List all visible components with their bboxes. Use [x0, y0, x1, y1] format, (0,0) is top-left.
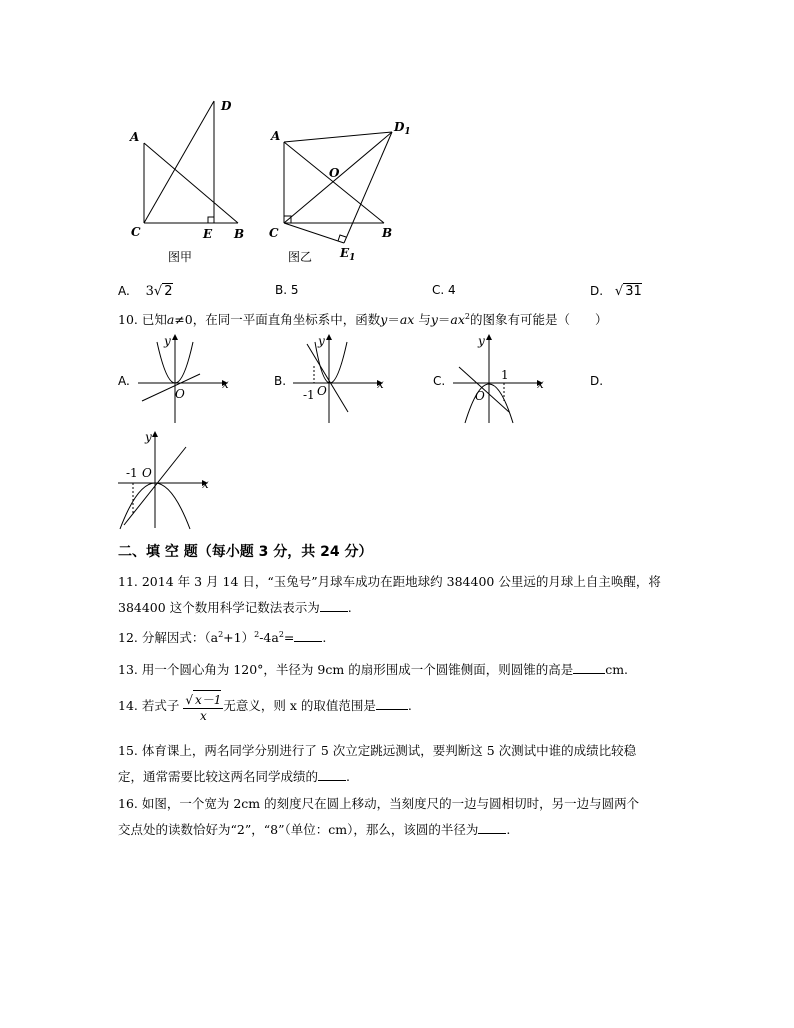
q16-line2: 交点处的读数恰好为“2”，“8”（单位：cm），那么，该圆的半径为 . — [118, 822, 511, 837]
q10d-x: x — [202, 477, 209, 491]
q10b-neg1: -1 — [303, 388, 315, 402]
q10-stem: 10. 已知a≠0，在同一平面直角坐标系中，函数y＝ax 与$y=ax^2$的图象有可能是（ ） — [118, 311, 608, 327]
section-title: 二、填 空 题（每小题 3 分，共 24 分） — [118, 544, 373, 560]
q10-option-a-label: A. — [118, 374, 130, 388]
label-D-jia: D — [221, 99, 232, 113]
q13-blank[interactable] — [573, 662, 605, 674]
q16-blank[interactable] — [478, 822, 506, 834]
q10a-y: y — [164, 334, 171, 348]
q10c-origin: O — [475, 389, 485, 403]
q10-graph-d — [110, 425, 220, 535]
q10b-y: y — [318, 334, 325, 348]
q10c-y: y — [478, 334, 485, 348]
q9-option-b: B. 5 — [275, 283, 299, 297]
q12-blank[interactable] — [294, 630, 322, 642]
caption-yi: 图乙 — [288, 250, 313, 264]
label-A-yi: A — [271, 129, 281, 143]
q11-line2: 384400 这个数用科学记数法表示为 . — [118, 600, 352, 615]
q12-line: 12. 分解因式：$(a^2+1)^2-4a^2=$ . — [118, 629, 327, 645]
q15-line2: 定，通常需要比较这两名同学成绩的 . — [118, 769, 350, 784]
q10d-y: y — [145, 430, 152, 444]
q10-graph-a — [130, 330, 240, 425]
label-O-yi: O — [329, 166, 340, 180]
q10b-origin: O — [317, 384, 327, 398]
q10b-x: x — [377, 377, 384, 391]
label-C-jia: C — [131, 225, 141, 239]
q10d-origin: O — [142, 466, 152, 480]
q14-blank[interactable] — [376, 698, 408, 710]
label-E-jia: E — [203, 227, 213, 241]
q15-blank[interactable] — [318, 769, 346, 781]
q10a-origin: O — [175, 387, 185, 401]
q14-line: 14. 若式子 $\frac{√ x-1}{x}$ 无意义，则 x 的取值范围是 . — [118, 690, 412, 723]
q9-option-c: C. 4 — [432, 283, 456, 297]
label-B-jia: B — [234, 227, 245, 241]
caption-jia: 图甲 — [168, 250, 193, 264]
q10-graph-b — [285, 330, 395, 425]
label-A-jia: A — [130, 130, 140, 144]
q11-line1: 11. 2014 年 3 月 14 日，“玉兔号”月球车成功在距地球约 384400 公里远的月球上自主唤醒，将 — [118, 574, 661, 589]
label-E1-yi: $E_1$ — [340, 246, 356, 263]
label-B-yi: B — [382, 226, 393, 240]
label-C-yi: C — [269, 226, 279, 240]
figure-yi — [262, 115, 422, 265]
q10-option-d-label: D. — [590, 374, 604, 388]
q10c-one: 1 — [501, 368, 509, 382]
figure-jia — [120, 95, 260, 270]
q10-option-b-label: B. — [274, 374, 287, 388]
q16-line1: 16. 如图，一个宽为 2cm 的刻度尺在圆上移动，当刻度尺的一边与圆相切时，另一边与圆两个 — [118, 796, 640, 811]
q10a-x: x — [222, 377, 229, 391]
q10-option-c-label: C. — [433, 374, 446, 388]
q10d-neg1: -1 — [126, 466, 138, 480]
q13-line: 13. 用一个圆心角为 120°，半径为 9cm 的扇形围成一个圆锥侧面，则圆锥的高是 cm. — [118, 662, 629, 677]
q10-graph-c — [445, 330, 555, 425]
q10c-x: x — [537, 377, 544, 391]
q15-line1: 15. 体育课上，两名同学分别进行了 5 次立定跳远测试，要判断这 5 次测试中谁的成绩比较稳 — [118, 743, 637, 758]
q11-blank[interactable] — [320, 600, 348, 612]
q14-fraction: $\frac{√ x-1}{x}$ — [183, 690, 223, 723]
q9-option-d: D. √ 31 — [590, 284, 642, 299]
label-D1-yi: $D_1$ — [394, 120, 411, 137]
q9-option-a: A. 3√ 2 — [118, 284, 173, 299]
